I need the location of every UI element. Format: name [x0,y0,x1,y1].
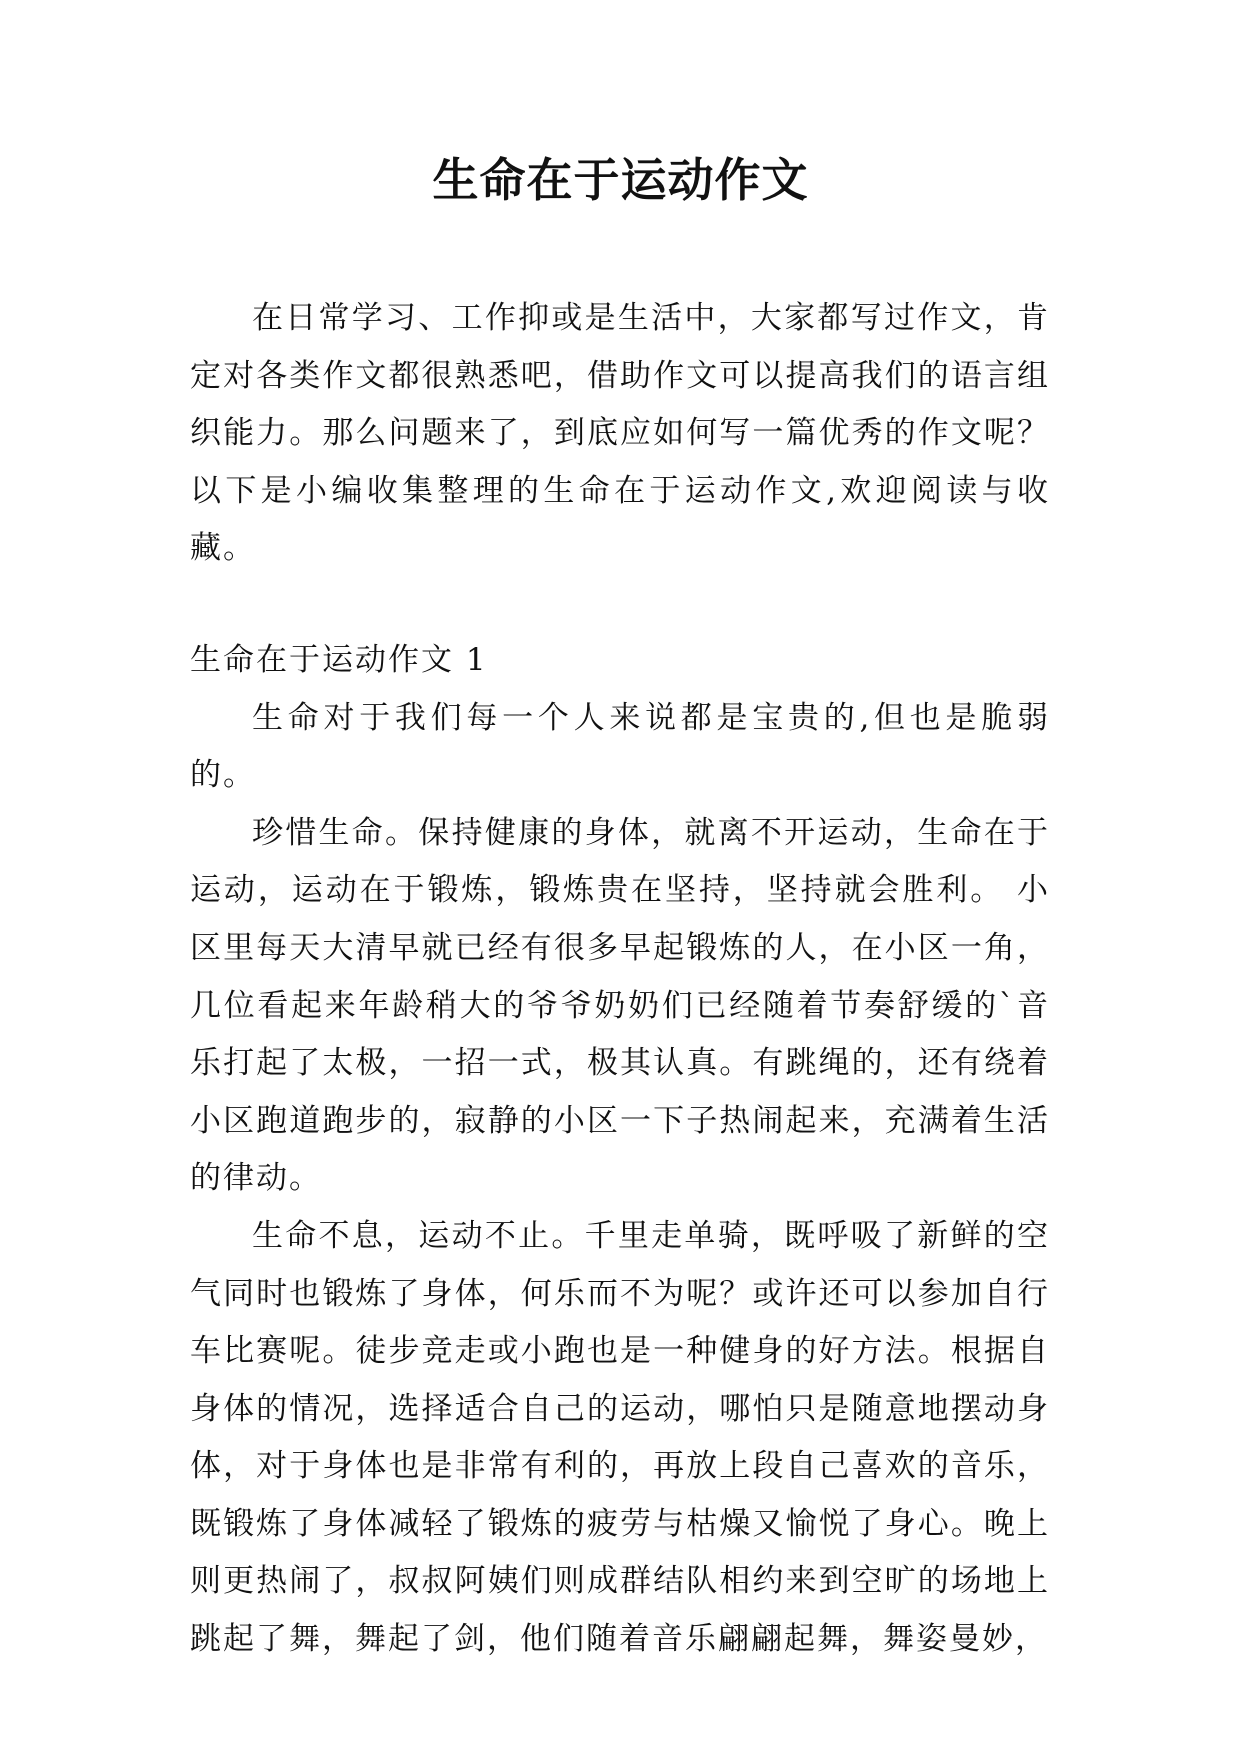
intro-paragraph: 在日常学习、工作抑或是生活中，大家都写过作文，肯定对各类作文都很熟悉吧，借助作文可以提高我们的语言组织能力。那么问题来了，到底应如何写一篇优秀的作文呢？以下是小编收集整理的生命在于运动作文,欢迎阅读与收藏。 [190,300,1050,567]
page-title: 生命在于运动作文 [432,153,809,207]
body-paragraph-3: 生命不息，运动不止。千里走单骑，既呼吸了新鲜的空气同时也锻炼了身体，何乐而不为呢？或许还可以参加自行车比赛呢。徒步竞走或小跑也是一种健身的好方法。根据自身体的情况，选择适合自己的运动，哪怕只是随意地摆动身体，对于身体也是非常有利的，再放上段自己喜欢的音乐，既锻炼了身体减轻了锻炼的疲劳与枯燥又愉悦了身心。晚上则更热闹了，叔叔阿姨们则成群结队相约来到空旷的场地上跳起了舞，舞起了剑，他们随着音乐翩翩起舞，舞姿曼妙， [190,1217,1050,1658]
document-body [190,290,1050,1669]
body-paragraph-2: 珍惜生命。保持健康的身体，就离不开运动，生命在于运动，运动在于锻炼，锻炼贵在坚持，坚持就会胜利。 小区里每天大清早就已经有很多早起锻炼的人，在小区一角，几位看起来年龄稍大的爷爷奶奶们已经随着节奏舒缓的`音乐打起了太极，一招一式，极其认真。有跳绳的，还有绕着小区跑道跑步的，寂静的小区一下子热闹起来，充满着生活的律动。 [190,814,1050,1197]
body-paragraph-1: 生命对于我们每一个人来说都是宝贵的,但也是脆弱的。 [190,699,1050,794]
section-heading: 生命在于运动作文 1 [190,641,488,678]
